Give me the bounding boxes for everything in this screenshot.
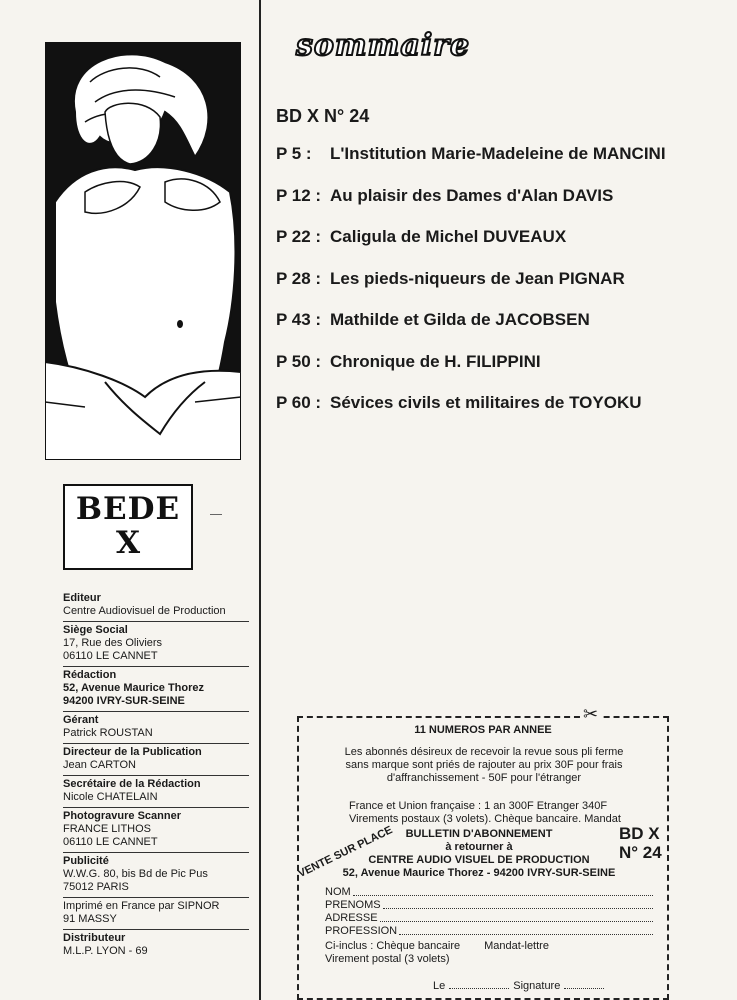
- logo-line-1: BEDE: [75, 491, 181, 527]
- field-line[interactable]: [353, 886, 653, 896]
- credit-block-distributeur: [63, 930, 249, 961]
- credit-line: 94200 IVRY-SUR-SEINE: [63, 695, 185, 707]
- form-bulletin: [342, 828, 616, 880]
- field-line[interactable]: [399, 925, 653, 935]
- toc-page: P 22 :: [276, 227, 322, 246]
- field-prenoms[interactable]: [325, 899, 655, 912]
- credit-line: 75012 PARIS: [63, 881, 129, 893]
- date-line[interactable]: [449, 988, 509, 989]
- credit-line: Jean CARTON: [63, 759, 136, 771]
- credit-line: 06110 LE CANNET: [63, 650, 158, 662]
- payment-option-mandat[interactable]: Mandat-lettre: [484, 940, 549, 952]
- toc-item[interactable]: [276, 144, 726, 186]
- scissors-icon: ✂: [583, 704, 599, 724]
- toc-title: Les pieds-niqueurs de Jean PIGNAR: [330, 268, 625, 288]
- field-line[interactable]: [383, 899, 653, 909]
- form-text-line: Les abonnés désireux de recevoir la revue sous pli ferme: [344, 746, 624, 758]
- credit-block-gerant: [63, 712, 249, 744]
- credit-title: Gérant: [63, 714, 99, 726]
- credit-line: Centre Audiovisuel de Production: [63, 605, 226, 617]
- payment-option-virement[interactable]: Virement postal (3 volets): [325, 953, 450, 965]
- signature-line[interactable]: [564, 988, 604, 989]
- field-nom[interactable]: [325, 886, 655, 899]
- credit-title: Distributeur: [63, 932, 126, 944]
- signature-label: Signature: [513, 980, 561, 992]
- table-of-contents: [276, 144, 726, 435]
- credit-title: Photogravure Scanner: [63, 810, 181, 822]
- cover-illustration: [45, 42, 241, 460]
- logo-line-2: X: [115, 525, 141, 561]
- field-label: NOM: [325, 886, 351, 898]
- credit-title: Secrétaire de la Rédaction: [63, 778, 201, 790]
- form-signature-row: [433, 980, 608, 993]
- form-fields: [325, 886, 655, 938]
- credit-line: M.L.P. LYON - 69: [63, 945, 148, 957]
- credit-block-secretaire: [63, 776, 249, 808]
- toc-page: P 43 :: [276, 310, 322, 329]
- bulletin-line: 52, Avenue Maurice Thorez - 94200 IVRY-SUR-SEINE: [342, 867, 616, 879]
- field-adresse[interactable]: [325, 912, 655, 925]
- field-label: PROFESSION: [325, 925, 398, 937]
- field-label: PRENOMS: [325, 899, 381, 911]
- credit-title: Editeur: [63, 592, 101, 604]
- toc-item[interactable]: [276, 269, 726, 311]
- bulletin-line: BULLETIN D'ABONNEMENT: [405, 828, 553, 840]
- toc-title: Sévices civils et militaires de TOYOKU: [330, 393, 642, 412]
- form-text-line: sans marque sont priés de rajouter au prix 30F pour frais: [345, 759, 623, 771]
- toc-title: Au plaisir des Dames d'Alan DAVIS: [330, 185, 614, 205]
- bulletin-line: à retourner à: [445, 841, 513, 853]
- toc-page: P 60 :: [276, 393, 322, 412]
- credit-line: W.W.G. 80, bis Bd de Pic Pus: [63, 868, 208, 880]
- credit-line: FRANCE LITHOS: [63, 823, 152, 835]
- toc-item[interactable]: [276, 310, 726, 352]
- toc-item[interactable]: [276, 227, 726, 269]
- credit-block-editeur: [63, 590, 249, 622]
- pencil-mark: [210, 514, 222, 515]
- credit-line: 06110 LE CANNET: [63, 836, 158, 848]
- toc-item[interactable]: [276, 186, 726, 228]
- form-issue-number: [619, 824, 662, 862]
- credit-block-redaction: [63, 667, 249, 712]
- credit-title: Siège Social: [63, 624, 128, 636]
- toc-title: L'Institution Marie-Madeleine de MANCINI: [330, 144, 666, 163]
- toc-page: P 28 :: [276, 268, 322, 288]
- credit-line: Nicole CHATELAIN: [63, 791, 158, 803]
- toc-item[interactable]: [276, 393, 726, 435]
- payment-option-cheque[interactable]: Ci-inclus : Chèque bancaire: [325, 940, 461, 952]
- credit-line: 91 MASSY: [63, 913, 117, 925]
- toc-page: P 12 :: [276, 185, 322, 205]
- credits-list: [63, 590, 249, 961]
- form-description: [319, 746, 649, 785]
- credit-block-imprime: [63, 898, 249, 930]
- credit-title: Publicité: [63, 855, 109, 867]
- credit-block-publicite: [63, 853, 249, 898]
- toc-title: Caligula de Michel DUVEAUX: [330, 227, 567, 246]
- toc-item[interactable]: [276, 352, 726, 394]
- form-price-line: Virements postaux (3 volets). Chèque bancaire. Mandat: [349, 813, 621, 825]
- credit-line: 17, Rue des Oliviers: [63, 637, 163, 649]
- toc-page: P 5 :: [276, 144, 312, 163]
- credit-block-photogravure: [63, 808, 249, 853]
- subscription-form: [297, 716, 669, 1000]
- form-header: 11 NUMEROS PAR ANNEE: [414, 724, 552, 736]
- date-label: Le: [433, 980, 446, 992]
- toc-title: Mathilde et Gilda de JACOBSEN: [330, 310, 590, 329]
- field-line[interactable]: [380, 912, 653, 922]
- credit-line: 52, Avenue Maurice Thorez: [63, 682, 205, 694]
- toc-title: Chronique de H. FILIPPINI: [330, 351, 541, 371]
- sommaire-heading: sommaire: [296, 28, 471, 63]
- credit-line: Patrick ROUSTAN: [63, 727, 153, 739]
- toc-page: P 50 :: [276, 351, 322, 371]
- issue-number: BD X N° 24: [276, 106, 370, 126]
- credit-line: Imprimé en France par SIPNOR: [63, 900, 220, 912]
- column-divider: [259, 0, 261, 1000]
- vente-sur-place-stamp: VENTE SUR PLACE: [296, 824, 395, 881]
- credit-title: Directeur de la Publication: [63, 746, 202, 758]
- bede-x-logo: [63, 484, 193, 570]
- form-prices: [349, 800, 621, 826]
- form-price-line: France et Union française : 1 an 300F Etranger 340F: [349, 800, 608, 812]
- form-num-line: BD X: [619, 824, 660, 843]
- form-text-line: d'affranchissement - 50F pour l'étranger: [386, 772, 582, 784]
- form-payment: [325, 940, 549, 966]
- form-num-line: N° 24: [619, 843, 662, 862]
- bulletin-line: CENTRE AUDIO VISUEL DE PRODUCTION: [368, 854, 590, 866]
- field-label: ADRESSE: [325, 912, 378, 924]
- credit-block-directeur: [63, 744, 249, 776]
- credit-title: Rédaction: [63, 669, 117, 681]
- credit-block-siege: [63, 622, 249, 667]
- field-profession[interactable]: [325, 925, 655, 938]
